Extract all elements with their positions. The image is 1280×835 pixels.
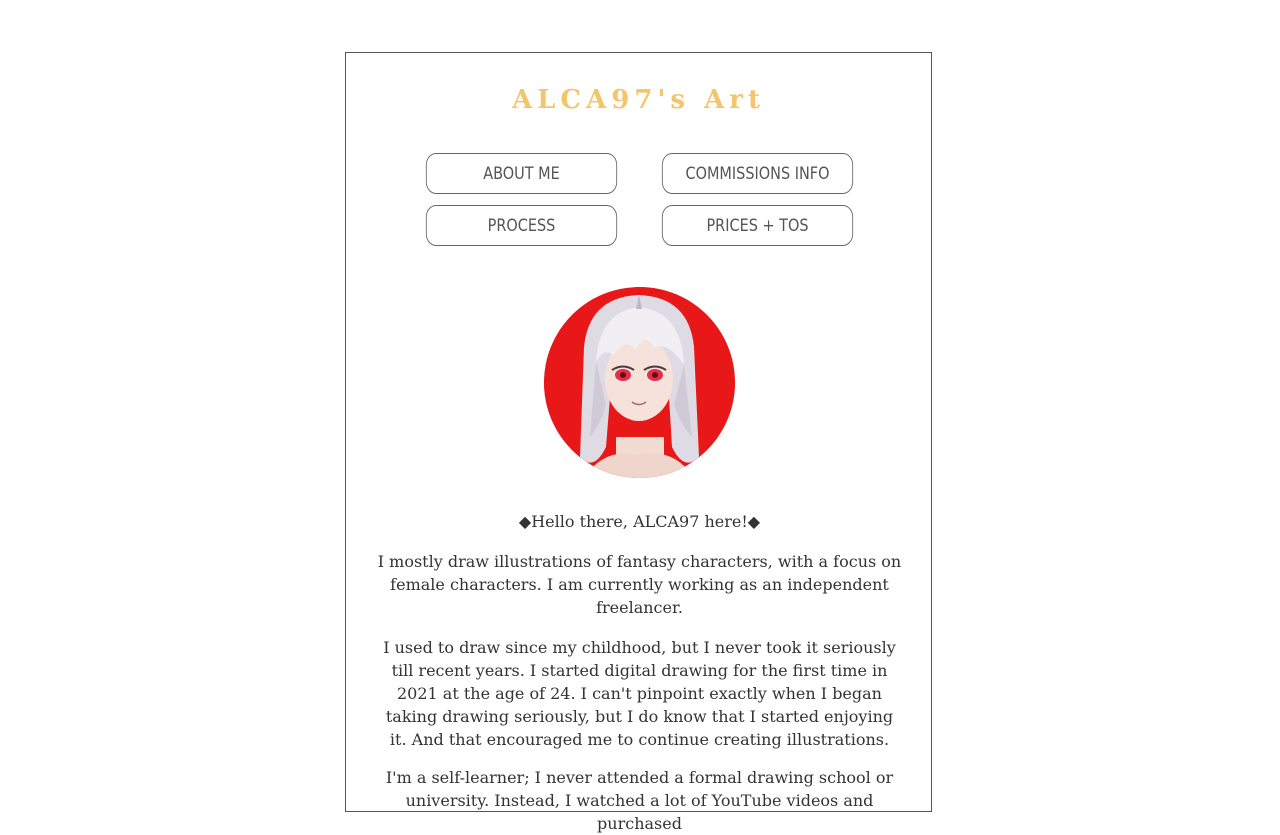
about-me-button[interactable] bbox=[426, 153, 617, 194]
commissions-info-button[interactable] bbox=[662, 153, 853, 194]
site-title: ALCA97's Art bbox=[511, 85, 766, 115]
commissions-info-label: COMMISSIONS INFO bbox=[685, 163, 830, 184]
learning-paragraph: I'm a self-learner; I never attended a formal drawing school or university. Instead, I watched a lot of YouTube videos and purchased bbox=[385, 768, 894, 833]
process-label: PROCESS bbox=[487, 215, 556, 236]
prices-tos-button[interactable] bbox=[662, 205, 853, 246]
greeting-text: ◆Hello there, ALCA97 here!◆ bbox=[518, 512, 761, 531]
prices-tos-label: PRICES + TOS bbox=[706, 215, 809, 236]
history-paragraph: I used to draw since my childhood, but I never took it seriously till recent years. I started digital drawing for the first time in 2021 at the age of 24. I can't pinpoint exactly when I began taking drawing seriously, but I do know that I started enjoying it. And that encouraged me to continue creating illustrations. bbox=[383, 638, 896, 749]
intro-paragraph: I mostly draw illustrations of fantasy characters, with a focus on female characters. I am currently working as an independent freelancer. bbox=[377, 552, 902, 617]
avatar-illustration bbox=[544, 287, 735, 478]
process-button[interactable] bbox=[426, 205, 617, 246]
avatar bbox=[544, 287, 735, 478]
about-me-label: ABOUT ME bbox=[483, 163, 560, 184]
main-card bbox=[345, 52, 932, 833]
